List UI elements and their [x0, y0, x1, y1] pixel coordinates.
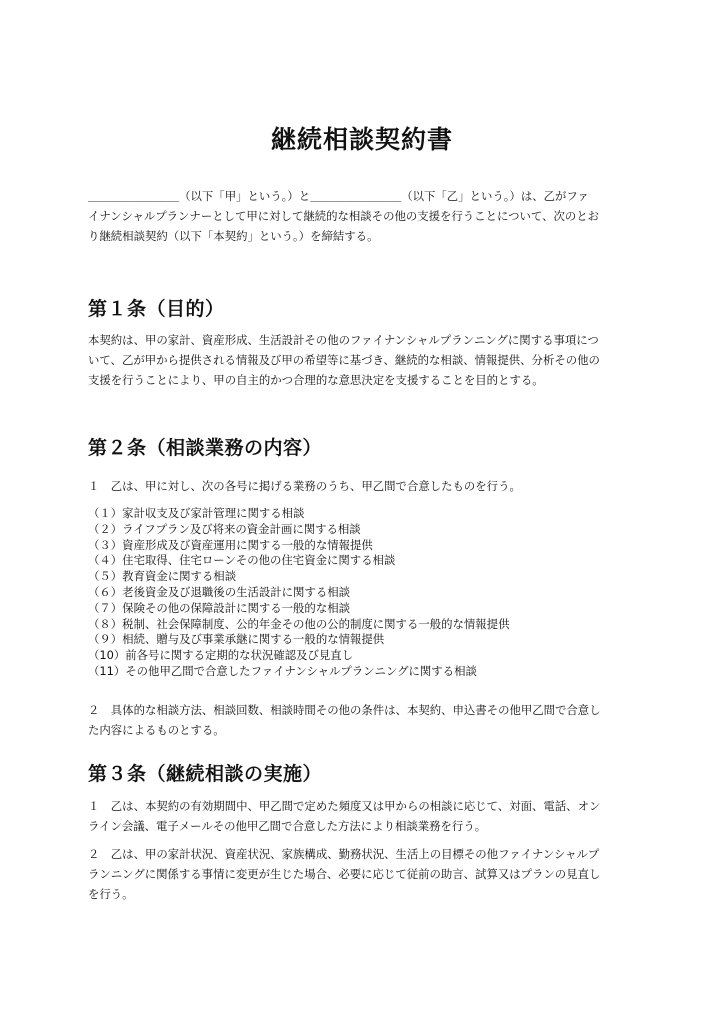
- list-item: （７）保険その他の保障設計に関する一般的な相談: [88, 600, 350, 615]
- text-line: イナンシャルプランナーとして甲に対して継続的な相談その他の支援を行うことについて、次のとお: [88, 209, 600, 223]
- text-line: り継続相談契約（以下「本契約」という。）を締結する。: [88, 229, 379, 243]
- text-line: １ 乙は、本契約の有効期間中、甲乙間で定めた頻度又は甲からの相談に応じて、対面、電話、オン: [88, 799, 601, 813]
- article-1-body: [88, 330, 648, 390]
- list-item: （４）住宅取得、住宅ローンその他の住宅資金に関する相談: [88, 553, 396, 568]
- list-item: （２）ライフプラン及び将来の資金計画に関する相談: [88, 521, 361, 536]
- text-line: ２ 具体的な相談方法、相談回数、相談時間その他の条件は、本契約、申込書その他甲乙間で合意し: [88, 703, 601, 717]
- text-line: 本契約は、甲の家計、資産形成、生活設計その他のファイナンシャルプランニングに関する事項につ: [88, 333, 599, 347]
- article-3-clause-2: [88, 844, 648, 904]
- list-item: （５）教育資金に関する相談: [88, 569, 237, 584]
- list-item: （３）資産形成及び資産運用に関する一般的な情報提供: [88, 537, 373, 552]
- article-2-item-list: [88, 506, 509, 680]
- list-item: （10）前各号に関する定期的な状況確認及び見直し: [88, 648, 354, 663]
- list-item: （11）その他甲乙間で合意したファイナンシャルプランニングに関する相談: [88, 663, 477, 678]
- article-1-heading: 第１条（目的）: [88, 298, 225, 320]
- article-2-clause-1: [88, 476, 648, 496]
- document-title: 継続相談契約書: [270, 125, 453, 154]
- list-item: （６）老後資金及び退職後の生活設計に関する相談: [88, 584, 350, 599]
- article-2-heading: 第２条（相談業務の内容）: [88, 437, 323, 459]
- text-line: ＿＿＿＿＿＿＿＿（以下「甲」という。）と＿＿＿＿＿＿＿＿（以下「乙」という。）は、乙がファ: [88, 189, 589, 203]
- preamble-paragraph: [88, 186, 648, 246]
- text-line: た内容によるものとする。: [88, 723, 225, 737]
- text-line: 支援を行うことにより、甲の自主的かつ合理的な意思決定を支援することを目的とする。: [88, 373, 544, 387]
- text-line: ランニングに関係する事情に変更が生じた場合、必要に応じて従前の助言、試算又はプランの見直し: [88, 867, 601, 881]
- article-3-clause-1: [88, 796, 648, 836]
- text-line: １ 乙は、甲に対し、次の各号に掲げる業務のうち、甲乙間で合意したものを行う。: [88, 479, 521, 493]
- article-3-heading: 第３条（継続相談の実施）: [88, 763, 323, 785]
- article-2-clause-2: [88, 700, 648, 740]
- text-line: を行う。: [88, 887, 134, 901]
- list-item: （８）税制、社会保障制度、公的年金その他の公的制度に関する一般的な情報提供: [88, 616, 510, 631]
- text-line: ２ 乙は、甲の家計状況、資産状況、家族構成、勤務状況、生活上の目標その他ファイナンシャルプ: [88, 847, 600, 861]
- text-line: いて、乙が甲から提供される情報及び甲の希望等に基づき、継続的な相談、情報提供、分析その他の: [88, 353, 600, 367]
- text-line: ライン会議、電子メールその他甲乙間で合意した方法により相談業務を行う。: [88, 819, 487, 833]
- list-item: （１）家計収支及び家計管理に関する相談: [88, 506, 305, 520]
- list-item: （９）相続、贈与及び事業承継に関する一般的な情報提供: [88, 632, 385, 647]
